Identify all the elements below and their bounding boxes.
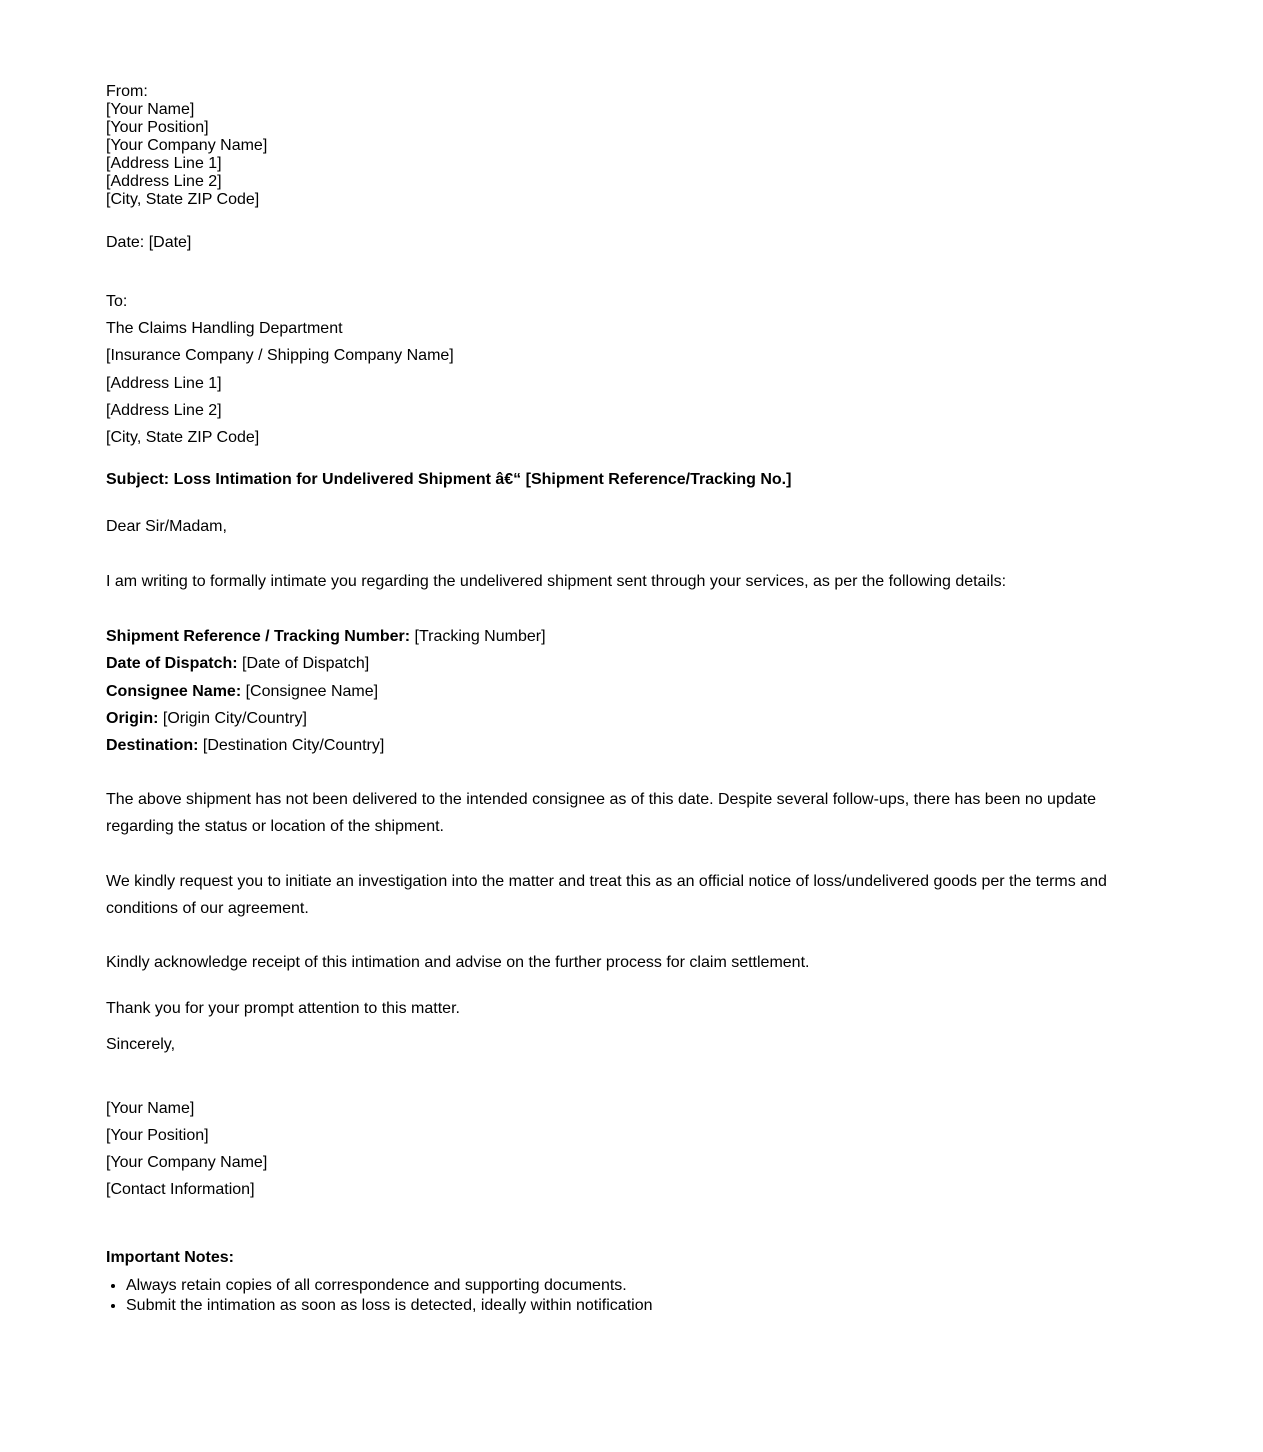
subject-line: Subject: Loss Intimation for Undelivered Shipment â€“ [Shipment Reference/Tracking No.] [106,471,792,489]
list-item: • Always retain copies of all correspondence and supporting documents. [126,1276,1126,1296]
detail-label: Consignee Name: [106,682,242,700]
recipient-address-2: [Address Line 2] [106,401,222,419]
shipment-details [106,623,1126,759]
from-label: From: [106,83,148,100]
important-notes [106,1248,1126,1314]
detail-destination [106,732,1126,759]
recipient-department: The Claims Handling Department [106,320,343,338]
detail-dispatch-date [106,650,1126,677]
acknowledge-paragraph: Kindly acknowledge receipt of this intimation and advise on the further process for claim settlement. [106,954,810,972]
recipient-address-1: [Address Line 1] [106,374,222,392]
detail-label: Origin: [106,709,159,727]
detail-value: [Tracking Number] [410,628,546,646]
detail-label: Shipment Reference / Tracking Number: [106,628,411,646]
recipient-block [106,288,1126,451]
detail-consignee [106,678,1126,705]
sender-address-1: [Address Line 1] [106,155,222,172]
letter-body [106,83,1126,1203]
detail-origin [106,705,1126,732]
sender-address-2: [Address Line 2] [106,173,222,190]
intro-paragraph: I am writing to formally intimate you regarding the undelivered shipment sent through your services, as per the following details: [106,573,1007,591]
sender-position: [Your Position] [106,119,209,136]
detail-label: Destination: [106,737,199,755]
list-item: • Submit the intimation as soon as loss is detected, ideally within notification [126,1296,1126,1316]
detail-tracking [106,623,1126,650]
detail-value: [Consignee Name] [241,682,379,700]
to-label: To: [106,293,128,310]
signature-company: [Your Company Name] [106,1154,268,1172]
notes-title: Important Notes: [106,1249,234,1266]
thanks-paragraph: Thank you for your prompt attention to this matter. [106,1000,460,1018]
detail-value: [Destination City/Country] [198,737,385,755]
sender-block [106,83,1126,209]
detail-value: [Origin City/Country] [158,709,307,727]
signature-position: [Your Position] [106,1126,209,1144]
closing: Sincerely, [106,1036,176,1054]
recipient-company: [Insurance Company / Shipping Company Name] [106,347,454,365]
sender-company: [Your Company Name] [106,137,268,154]
recipient-city: [City, State ZIP Code] [106,429,260,447]
date-line: Date: [Date] [106,234,192,251]
salutation: Dear Sir/Madam, [106,518,227,536]
signature-block [106,1095,1126,1204]
status-paragraph: The above shipment has not been delivered to the intended consignee as of this date. Despite several follow-ups, there has been no update regarding the status or location of the shipment. [106,791,1096,836]
detail-label: Date of Dispatch: [106,655,238,673]
sender-name: [Your Name] [106,101,195,118]
sender-city: [City, State ZIP Code] [106,191,260,208]
detail-value: [Date of Dispatch] [237,655,370,673]
signature-contact: [Contact Information] [106,1181,255,1199]
request-paragraph: We kindly request you to initiate an investigation into the matter and treat this as an official notice of loss/undelivered goods per the terms and conditions of our agreement. [106,872,1107,917]
signature-name: [Your Name] [106,1099,195,1117]
notes-list [106,1276,1126,1316]
